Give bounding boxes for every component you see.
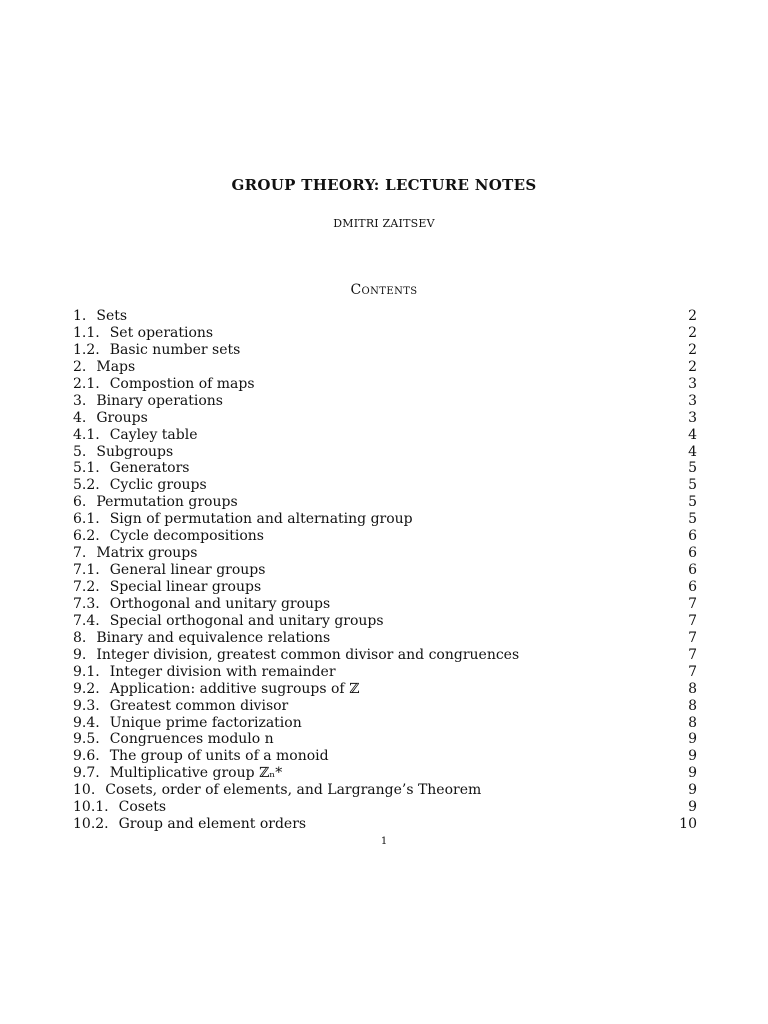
toc-entry-page: 6 <box>688 545 697 562</box>
toc-entry-number: 2.1. <box>73 375 100 392</box>
toc-entry-left <box>73 427 198 444</box>
toc-entry[interactable] <box>73 731 697 748</box>
toc-entry-number: 1. <box>73 308 87 324</box>
toc-entry[interactable] <box>73 765 697 782</box>
toc-entry-number: 9.1. <box>73 663 100 680</box>
toc-entry[interactable] <box>73 748 697 765</box>
toc-entry[interactable] <box>73 444 697 461</box>
toc-entry-left <box>73 342 240 359</box>
toc-entry-left <box>73 359 135 376</box>
toc-entry-page: 7 <box>688 646 697 663</box>
toc-entry-page: 3 <box>688 409 697 426</box>
toc-entry-title: Congruences modulo n <box>109 731 274 748</box>
toc-entry-left <box>73 444 173 461</box>
toc-entry-number: 9. <box>73 646 87 663</box>
toc-entry-title: Unique prime factorization <box>109 714 302 731</box>
toc-entry-page: 8 <box>688 697 697 714</box>
toc-entry-left <box>73 528 264 545</box>
toc-entry[interactable] <box>73 359 697 376</box>
toc-entry-number: 4. <box>73 409 87 426</box>
toc-entry-number: 7.4. <box>73 612 100 629</box>
toc-entry-number: 8. <box>73 629 87 646</box>
toc-entry[interactable] <box>73 545 697 562</box>
document-author: DMITRI ZAITSEV <box>333 217 435 230</box>
toc-entry-title: Generators <box>109 460 190 477</box>
toc-entry-title: Cosets <box>118 799 167 816</box>
contents-heading: Contents <box>350 282 418 298</box>
document-title: GROUP THEORY: LECTURE NOTES <box>231 176 537 194</box>
toc-entry-left <box>73 765 282 782</box>
table-of-contents <box>73 308 697 833</box>
toc-entry-number: 10.2. <box>73 816 109 833</box>
toc-entry-number: 7. <box>73 545 87 562</box>
toc-entry-page: 9 <box>688 782 697 799</box>
toc-entry[interactable] <box>73 698 697 715</box>
toc-entry-page: 4 <box>688 426 697 443</box>
toc-entry[interactable] <box>73 528 697 545</box>
toc-entry-left <box>73 799 166 816</box>
toc-entry-title: Special linear groups <box>109 579 262 595</box>
toc-entry-page: 2 <box>688 324 697 341</box>
toc-entry-page: 2 <box>688 358 697 375</box>
toc-entry[interactable] <box>73 799 697 816</box>
toc-entry-number: 6.1. <box>73 511 100 528</box>
toc-entry-page: 6 <box>688 579 697 595</box>
toc-entry-left <box>73 613 384 630</box>
toc-entry[interactable] <box>73 562 697 579</box>
toc-entry-left <box>73 308 127 325</box>
toc-entry-number: 9.4. <box>73 714 100 731</box>
toc-entry-page: 5 <box>688 477 697 494</box>
toc-entry-title: Cosets, order of elements, and Largrange’s Theorem <box>105 782 482 799</box>
toc-entry-number: 9.2. <box>73 680 100 697</box>
toc-entry-title: Set operations <box>109 324 214 341</box>
toc-entry-page: 9 <box>688 748 697 765</box>
toc-entry-page: 3 <box>688 392 697 409</box>
toc-entry-left <box>73 664 336 681</box>
toc-entry-left <box>73 410 148 427</box>
toc-entry-title: Basic number sets <box>109 341 241 358</box>
toc-entry[interactable] <box>73 460 697 477</box>
toc-entry-page: 8 <box>688 714 697 731</box>
toc-entry-left <box>73 782 481 799</box>
toc-entry-page: 9 <box>688 731 697 748</box>
toc-entry-title: Sets <box>96 308 128 324</box>
toc-entry[interactable] <box>73 596 697 613</box>
toc-entry-title: Binary and equivalence relations <box>96 629 331 646</box>
toc-entry-left <box>73 325 213 342</box>
toc-entry-left <box>73 579 261 596</box>
toc-entry-left <box>73 511 413 528</box>
toc-entry-title: Matrix groups <box>96 545 198 562</box>
toc-entry[interactable] <box>73 816 697 833</box>
toc-entry[interactable] <box>73 715 697 732</box>
toc-entry-number: 9.3. <box>73 697 100 714</box>
toc-entry[interactable] <box>73 579 697 596</box>
toc-entry[interactable] <box>73 782 697 799</box>
toc-entry-left <box>73 596 330 613</box>
toc-entry-left <box>73 681 359 698</box>
toc-entry-page: 5 <box>688 460 697 477</box>
toc-entry-number: 1.1. <box>73 324 100 341</box>
toc-entry-page: 6 <box>688 562 697 579</box>
toc-entry[interactable] <box>73 664 697 681</box>
toc-entry-left <box>73 630 330 647</box>
toc-entry-title: Maps <box>96 358 136 375</box>
toc-entry-page: 7 <box>688 663 697 680</box>
toc-entry-title: Greatest common divisor <box>109 697 289 714</box>
toc-entry-title: Multiplicative group ℤₙ* <box>109 765 283 782</box>
toc-entry-left <box>73 477 207 494</box>
toc-entry-title: Sign of permutation and alternating group <box>109 511 413 528</box>
toc-entry-page: 2 <box>688 308 697 324</box>
toc-entry-number: 9.6. <box>73 748 100 765</box>
toc-entry-page: 8 <box>688 680 697 697</box>
toc-entry-title: Compostion of maps <box>109 375 255 392</box>
toc-entry-number: 5.1. <box>73 460 100 477</box>
toc-entry-left <box>73 698 288 715</box>
toc-entry[interactable] <box>73 427 697 444</box>
toc-entry[interactable] <box>73 630 697 647</box>
toc-entry-number: 10.1. <box>73 799 109 816</box>
toc-entry-title: Special orthogonal and unitary groups <box>109 612 384 629</box>
toc-entry-number: 6.2. <box>73 528 100 545</box>
toc-entry-page: 9 <box>688 765 697 782</box>
toc-entry-title: Cayley table <box>109 426 198 443</box>
toc-entry-title: Group and element orders <box>118 816 307 833</box>
toc-entry-page: 5 <box>688 511 697 528</box>
toc-entry-page: 4 <box>688 443 697 460</box>
toc-entry[interactable] <box>73 494 697 511</box>
toc-entry-left <box>73 647 519 664</box>
toc-entry-title: The group of units of a monoid <box>109 748 329 765</box>
toc-entry-page: 7 <box>688 629 697 646</box>
toc-entry-left <box>73 545 197 562</box>
toc-entry-title: Binary operations <box>96 392 223 409</box>
toc-entry-page: 9 <box>688 799 697 816</box>
toc-entry[interactable] <box>73 325 697 342</box>
toc-entry-left <box>73 748 329 765</box>
toc-entry-left <box>73 715 302 732</box>
toc-entry-number: 6. <box>73 494 87 511</box>
toc-entry[interactable] <box>73 308 697 325</box>
toc-entry-page: 6 <box>688 528 697 545</box>
toc-entry[interactable] <box>73 410 697 427</box>
toc-entry-number: 10. <box>73 782 96 799</box>
toc-entry-title: General linear groups <box>109 562 266 579</box>
toc-entry-left <box>73 731 274 748</box>
toc-entry-page: 7 <box>688 595 697 612</box>
toc-entry-left <box>73 562 265 579</box>
toc-entry-title: Permutation groups <box>96 494 238 511</box>
toc-entry-page: 10 <box>679 816 697 833</box>
toc-entry-title: Integer division with remainder <box>109 663 336 680</box>
toc-entry-page: 5 <box>688 494 697 511</box>
toc-entry-number: 3. <box>73 392 87 409</box>
toc-entry[interactable] <box>73 613 697 630</box>
toc-entry-number: 1.2. <box>73 341 100 358</box>
toc-entry[interactable] <box>73 647 697 664</box>
toc-entry-left <box>73 460 189 477</box>
toc-entry-title: Cycle decompositions <box>109 528 264 545</box>
toc-entry-number: 5. <box>73 443 87 460</box>
toc-entry-title: Orthogonal and unitary groups <box>109 595 331 612</box>
toc-entry-title: Subgroups <box>96 443 174 460</box>
toc-entry-title: Application: additive sugroups of ℤ <box>109 680 360 697</box>
toc-entry-number: 7.1. <box>73 562 100 579</box>
toc-entry-number: 2. <box>73 358 87 375</box>
page-number: 1 <box>380 836 388 847</box>
toc-entry-number: 4.1. <box>73 426 100 443</box>
toc-entry[interactable] <box>73 376 697 393</box>
toc-entry[interactable] <box>73 342 697 359</box>
toc-entry[interactable] <box>73 393 697 410</box>
toc-entry[interactable] <box>73 477 697 494</box>
toc-entry-page: 2 <box>688 341 697 358</box>
toc-entry-title: Integer division, greatest common divisor and congruences <box>96 646 520 663</box>
toc-entry[interactable] <box>73 511 697 528</box>
toc-entry-number: 9.5. <box>73 731 100 748</box>
toc-entry-number: 5.2. <box>73 477 100 494</box>
toc-entry-left <box>73 393 223 410</box>
toc-entry-left <box>73 494 238 511</box>
toc-entry-number: 7.3. <box>73 595 100 612</box>
toc-entry-number: 9.7. <box>73 765 100 782</box>
toc-entry-left <box>73 376 255 393</box>
toc-entry-number: 7.2. <box>73 579 100 595</box>
toc-entry-page: 7 <box>688 612 697 629</box>
toc-entry-page: 3 <box>688 375 697 392</box>
toc-entry-title: Groups <box>96 409 148 426</box>
toc-entry-title: Cyclic groups <box>109 477 207 494</box>
toc-entry[interactable] <box>73 681 697 698</box>
toc-entry-left <box>73 816 306 833</box>
